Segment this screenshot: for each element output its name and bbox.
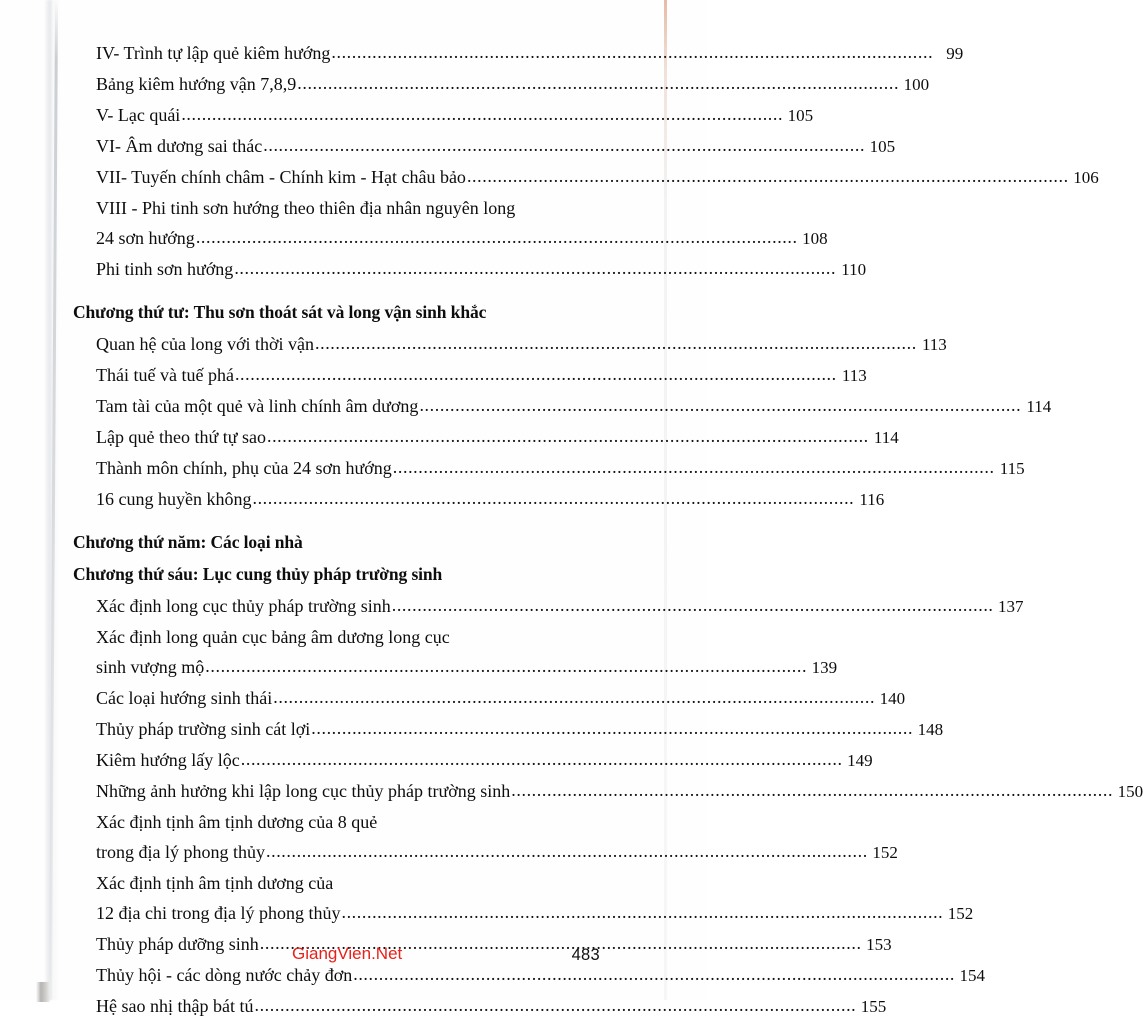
toc-entry[interactable] <box>73 193 600 223</box>
dot-leader <box>252 483 854 513</box>
dot-leader <box>467 161 1069 191</box>
toc-entry-page-number: 150 <box>1117 782 1143 801</box>
toc-entry-page-number: 100 <box>903 75 930 94</box>
toc-entry-title: trong địa lý phong thủy <box>96 842 265 862</box>
dot-leader <box>341 897 943 927</box>
toc-entry-title: VIII - Phi tinh sơn hướng theo thiên địa nhân nguyên long <box>96 198 516 218</box>
toc-entry[interactable] <box>73 683 906 714</box>
toc-entry[interactable] <box>73 38 964 69</box>
toc-chapter-heading: Chương thứ năm: Các loại nhà <box>73 532 303 552</box>
page-binding-crease <box>49 0 58 1000</box>
dot-leader <box>254 990 856 1020</box>
toc-entry-title: Thủy hội - các dòng nước chảy đơn <box>96 965 353 985</box>
toc-entry-title: Kiêm hướng lấy lộc <box>96 750 240 770</box>
dot-leader <box>393 452 995 482</box>
toc-entry[interactable] <box>73 100 814 131</box>
dot-leader <box>235 359 837 389</box>
watermark-label: GiangVien.Net <box>292 944 403 963</box>
toc-entry-page-number: 152 <box>872 843 898 862</box>
toc-entry-page-number: 139 <box>811 658 838 677</box>
toc-entry-page-number: 116 <box>859 490 885 509</box>
toc-entry[interactable] <box>73 591 1024 622</box>
dot-leader <box>511 775 1113 805</box>
toc-entry-title: V- Lạc quái <box>96 105 181 125</box>
toc-entry-page-number: 114 <box>1026 397 1052 416</box>
toc-entry[interactable] <box>73 714 944 745</box>
dot-leader <box>392 590 994 620</box>
toc-entry-page-number: 115 <box>999 459 1025 478</box>
toc-entry-page-number: 99 <box>946 44 964 63</box>
toc-entry[interactable] <box>73 898 974 929</box>
toc-entry-page-number: 114 <box>873 428 899 447</box>
dot-leader <box>311 713 913 743</box>
toc-entry-title: sinh vượng mộ <box>96 657 205 677</box>
dot-leader <box>331 37 933 67</box>
toc-entry-title: Phi tinh sơn hướng <box>96 259 234 279</box>
toc-entry-title: Những ảnh hưởng khi lập long cục thủy pháp trường sinh <box>96 781 511 801</box>
toc-entry[interactable] <box>73 131 896 162</box>
toc-entry-title: 12 địa chi trong địa lý phong thủy <box>96 903 341 923</box>
toc-entry[interactable] <box>73 223 828 254</box>
dot-leader <box>297 68 899 98</box>
toc-entry-title: Các loại hướng sinh thái <box>96 688 273 708</box>
toc-entry-page-number: 108 <box>802 229 828 248</box>
dot-leader <box>419 390 1021 420</box>
toc-entry-title: Thái tuế và tuế phá <box>96 365 234 385</box>
toc-entry[interactable] <box>73 391 1052 422</box>
toc-entry[interactable] <box>73 484 885 515</box>
dot-leader <box>266 836 868 866</box>
dot-leader <box>267 421 869 451</box>
toc-entry[interactable] <box>73 254 867 285</box>
table-of-contents <box>73 38 1143 1022</box>
toc-entry-page-number: 148 <box>917 720 944 739</box>
toc-entry-page-number: 113 <box>841 366 867 385</box>
toc-entry[interactable] <box>73 329 947 360</box>
dot-leader <box>315 328 917 358</box>
toc-entry[interactable] <box>73 776 1143 807</box>
dot-leader <box>273 682 875 712</box>
toc-entry[interactable] <box>73 69 930 100</box>
toc-chapter-heading: Chương thứ sáu: Lục cung thủy pháp trường sinh <box>73 564 443 584</box>
toc-entry[interactable] <box>73 745 873 776</box>
toc-entry-title: VI- Âm dương sai thác <box>96 136 263 156</box>
toc-entry-page-number: 154 <box>959 966 986 985</box>
toc-entry[interactable] <box>73 422 899 453</box>
toc-entry-title: Thành môn chính, phụ của 24 sơn hướng <box>96 458 392 478</box>
toc-entry-title: Xác định long cục thủy pháp trường sinh <box>96 596 391 616</box>
toc-entry-page-number: 137 <box>998 597 1024 616</box>
toc-entry[interactable] <box>73 652 838 683</box>
dot-leader <box>241 744 843 774</box>
page-footer <box>0 944 707 974</box>
toc-entry-title: Xác định tịnh âm tịnh dương của <box>96 873 334 893</box>
toc-entry[interactable] <box>73 991 887 1022</box>
toc-entry[interactable] <box>73 868 600 898</box>
dot-leader <box>196 222 798 252</box>
toc-entry-page-number: 155 <box>860 997 887 1016</box>
toc-entry-title: VII- Tuyến chính châm - Chính kim - Hạt châu bảo <box>96 167 466 187</box>
scan-smudge <box>36 982 50 1002</box>
toc-entry-title: Xác định long quản cục bảng âm dương long cục <box>96 627 450 647</box>
toc-entry-title: Lập quẻ theo thứ tự sao <box>96 427 266 447</box>
toc-entry-page-number: 153 <box>866 935 892 954</box>
toc-chapter-heading: Chương thứ tư: Thu sơn thoát sát và long vận sinh khắc <box>73 302 487 322</box>
toc-entry-title: Quan hệ của long với thời vận <box>96 334 314 354</box>
toc-entry-title: Hệ sao nhị thập bát tú <box>96 996 254 1016</box>
toc-entry[interactable] <box>73 162 1099 193</box>
page-number: 483 <box>571 946 600 964</box>
toc-entry-page-number: 105 <box>787 106 814 125</box>
toc-entry-page-number: 140 <box>879 689 906 708</box>
toc-entry-title: IV- Trình tự lập quẻ kiêm hướng <box>96 43 331 63</box>
toc-entry-page-number: 110 <box>841 260 867 279</box>
toc-entry-title: Tam tài của một quẻ và linh chính âm dương <box>96 396 419 416</box>
toc-entry-page-number: 106 <box>1073 168 1099 187</box>
toc-entry-title: 24 sơn hướng <box>96 228 195 248</box>
toc-entry-page-number: 113 <box>921 335 947 354</box>
toc-entry-title: Thủy pháp trường sinh cát lợi <box>96 719 311 739</box>
dot-leader <box>205 651 807 681</box>
toc-entry-title: Bảng kiêm hướng vận 7,8,9 <box>96 74 297 94</box>
toc-entry-page-number: 152 <box>947 904 974 923</box>
toc-entry-title: 16 cung huyền không <box>96 489 252 509</box>
toc-entry-page-number: 149 <box>847 751 873 770</box>
toc-entry[interactable] <box>73 453 1025 484</box>
toc-entry-title: Thủy pháp dưỡng sinh <box>96 934 259 954</box>
page-binding-edge <box>44 0 60 1000</box>
dot-leader <box>263 130 865 160</box>
toc-entry[interactable] <box>73 807 600 837</box>
toc-entry[interactable] <box>73 622 600 652</box>
toc-entry-title: Xác định tịnh âm tịnh dương của 8 quẻ <box>96 812 378 832</box>
dot-leader <box>181 99 783 129</box>
toc-entry[interactable] <box>73 360 867 391</box>
toc-entry[interactable] <box>73 837 898 868</box>
dot-leader <box>234 253 836 283</box>
toc-entry-page-number: 105 <box>869 137 896 156</box>
